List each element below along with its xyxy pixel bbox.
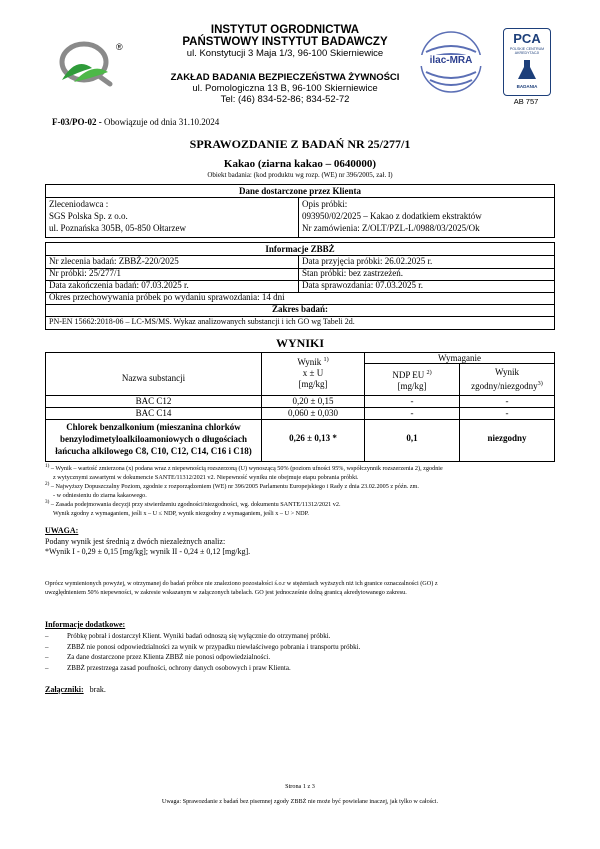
col-eval-sup: 3): [537, 380, 543, 387]
attachments-value: brak.: [89, 685, 106, 694]
lab-phone: Tel: (46) 834-52-86; 834-52-72: [220, 94, 350, 105]
storage-period: Okres przechowywania próbek po wydaniu sprawozdania: 14 dni: [49, 292, 285, 302]
table-row-substance: BAC C12: [135, 396, 172, 406]
client-header: Dane dostarczone przez Klienta: [46, 185, 554, 198]
col-ndp-header: [365, 367, 459, 392]
report-title: SPRAWOZDANIE Z BADAŃ NR 25/277/1: [189, 137, 411, 151]
sum-row-ndp: 0,1: [406, 433, 418, 443]
institute-name-line1: INSTYTUT OGRODNICTWA: [210, 24, 360, 36]
results-hline-req: [364, 363, 554, 364]
pca-logo: [503, 28, 551, 96]
list-item: – ZBBŻ nie ponosi odpowiedzialności za wynik w przypadku niewłaściwego pobrania i transportu próbki.: [45, 642, 361, 651]
list-item-text: Za dane dostarczone przez Klienta ZBBŻ nie ponosi odpowiedzialności.: [67, 653, 271, 661]
lab-info-divider: [298, 256, 299, 292]
client-company: SGS Polska Sp. z o.o.: [49, 211, 128, 221]
sample-description-label: Opis próbki:: [302, 199, 348, 209]
attachments-line: [45, 685, 106, 694]
product-subtitle: Obiekt badania: (kod produktu wg rozp. (WE) nr 396/2005, zał. I): [207, 171, 393, 179]
pca-accreditation-number: AB 757: [513, 97, 539, 106]
client-address: ul. Poznańska 305B, 05-850 Ołtarzew: [49, 223, 186, 233]
sum-row-name-3: łańcucha alkilowego C8, C10, C12, C14, C16 i C18): [55, 446, 252, 456]
col-eval-label2: zgodny/niezgodny: [471, 381, 538, 391]
col-requirements-header: Wymaganie: [438, 353, 481, 363]
lab-info-header: Informacje ZBBŻ: [46, 243, 554, 256]
additional-info-header: Informacje dodatkowe:: [45, 620, 126, 629]
note-line1: Podany wynik jest średnią z dwóch niezależnych analiz:: [45, 537, 226, 546]
results-table: [45, 352, 555, 462]
list-item: – Za dane dostarczone przez Klienta ZBBŻ nie ponosi odpowiedzialności.: [45, 653, 271, 661]
ordering-party-label: Zleceniodawca :: [49, 199, 109, 209]
footnote-2-line1: – Najwyższy Dopuszczalny Poziom, zgodnie z rozporządzeniem (WE) nr 396/2005 Parlamentu Europejskiego i Rady z dnia 23.02.2005 z późn. zm.: [50, 483, 419, 491]
col-result-sup: 1): [323, 356, 329, 363]
list-item: – Próbkę pobrał i dostarczył Klient. Wyniki badań odnoszą się wyłącznie do otrzymanej próbki.: [45, 632, 331, 640]
col-eval-header: [460, 367, 554, 392]
client-divider: [298, 198, 299, 237]
lab-info-hline1: [46, 268, 554, 269]
test-end-date: Data zakończenia badań: 07.03.2025 r.: [49, 280, 189, 290]
table-row-value: 0,060 ± 0,030: [288, 408, 338, 418]
list-item-text: Próbkę pobrał i dostarczył Klient. Wyniki badań odnoszą się wyłącznie do otrzymanej próbki.: [67, 632, 331, 640]
col-ndp-label: NDP EU: [392, 370, 425, 380]
col-result-header: [262, 354, 364, 390]
client-order-number: Nr zamówienia: Z/OLT/PZL-L/0988/03/2025/Ok: [302, 223, 480, 233]
sum-row-eval: niezgodny: [487, 433, 527, 443]
footer-note: Uwaga: Sprawozdanie z badań bez pisemnej zgody ZBBŻ nie może być powielane inaczej, jak tylko w całości.: [161, 798, 439, 805]
lab-info-section: [45, 242, 555, 330]
institute-logo: [52, 38, 124, 88]
col-result-formula: x ± U: [302, 368, 324, 378]
scope-header: Zakres badań:: [271, 304, 329, 314]
footnote-1-line1: – Wynik – wartość zmierzona (x) podana wraz z niepewnością rozszerzoną (U) wynoszącą 50% (poziom ufności 95%, współczynnik rozszerzenia 2), zgodnie: [50, 465, 443, 473]
footnote-2-mark: 2): [45, 481, 50, 487]
note-header: UWAGA:: [45, 526, 79, 535]
sample-description: 093950/02/2025 – Kakao z dodatkiem ekstraktów: [302, 211, 482, 221]
footnote-1-mark: 1): [45, 463, 50, 469]
sample-number: Nr próbki: 25/277/1: [49, 268, 121, 278]
page-number: Strona 1 z 3: [285, 783, 315, 790]
list-item: – ZBBŻ przestrzega zasad poufności, ochrony danych osobowych i praw Klienta.: [45, 663, 291, 672]
col-eval-label: Wynik: [495, 367, 519, 377]
footnote-1-line2: z wytycznymi zawartymi w dokumencie SANTE/11312/2021 v2. Niepewność wyniku nie obejmuje etapu pobrania próbki.: [53, 473, 359, 481]
form-valid-date: Obowiązuje od dnia 31.10.2024: [104, 117, 220, 127]
footnote-2-line2: - w odniesieniu do ziarna kakaowego.: [53, 491, 147, 499]
sum-row-substance: [46, 421, 261, 457]
institute-name-line2: PAŃSTWOWY INSTYTUT BADAWCZY: [182, 36, 388, 48]
extra-paragraph-line1: Oprócz wymienionych powyżej, w otrzymanej do badań próbce nie znaleziono pozostałości ś.o.r w stężeniach wyższych niż ich granice oznaczalności (GO) z: [45, 580, 438, 587]
sum-row-name-2: benzylodimetyloalkiloamoniowych o długościach: [59, 434, 247, 444]
pca-subtitle: POLSKIE CENTRUM AKREDYTACJI: [509, 47, 545, 55]
product-title: Kakao (ziarna kakao – 0640000): [223, 158, 377, 170]
footnote-3-line1: – Zasada podejmowania decyzji przy stwierdzeniu zgodności/niezgodności, wg. dokumentu SANTE/11312/2021 v2.: [50, 501, 341, 509]
list-item-text: ZBBŻ nie ponosi odpowiedzialności za wynik w przypadku niewłaściwego pobrania i transportu próbki.: [67, 642, 361, 651]
sample-state: Stan próbki: bez zastrzeżeń.: [302, 268, 403, 278]
sample-receipt-date: Data przyjęcia próbki: 26.02.2025 r.: [302, 256, 433, 266]
note-line2: *Wynik I - 0,29 ± 0,15 [mg/kg]; wynik II - 0,24 ± 0,12 [mg/kg].: [45, 547, 251, 556]
table-row-value: 0,20 ± 0,15: [292, 396, 334, 406]
report-date: Data sprawozdania: 07.03.2025 r.: [302, 280, 423, 290]
table-row-eval: -: [505, 408, 509, 418]
results-hline-r2: [46, 419, 554, 420]
additional-info-list: [45, 631, 565, 673]
scope-text: PN-EN 15662:2018-06 – LC-MS/MS. Wykaz analizowanych substancji i ich GO wg Tabeli 2d.: [49, 317, 355, 326]
footnote-3-line2: Wynik zgodny z wymaganiem, jeśli x – U ≤ NDP, wynik niezgodny z wymaganiem, jeśli x – U > NDP.: [53, 509, 309, 517]
lab-address: ul. Pomologiczna 13 B, 96-100 Skierniewice: [192, 83, 378, 94]
footnote-3-mark: 3): [45, 499, 50, 505]
results-title: WYNIKI: [275, 336, 324, 350]
col-result-label: Wynik: [297, 357, 322, 367]
sum-row-name-1: Chlorek benzalkonium (mieszanina chlorków: [66, 422, 241, 432]
ilac-mra-text: ilac-MRA: [420, 55, 482, 66]
flask-icon: [517, 59, 537, 81]
registered-mark: ®: [116, 42, 123, 52]
table-row-substance: BAC C14: [135, 408, 172, 418]
col-ndp-unit: [mg/kg]: [397, 381, 427, 391]
order-number: Nr zlecenia badań: ZBBŻ-220/2025: [49, 256, 179, 266]
table-row-ndp: -: [410, 408, 414, 418]
client-section: [45, 184, 555, 238]
pca-title: PCA: [513, 31, 541, 46]
list-item-text: ZBBŻ przestrzega zasad poufności, ochrony danych osobowych i praw Klienta.: [67, 663, 291, 672]
col-substance-header: Nazwa substancji: [121, 373, 186, 383]
pca-badania: BADANIA: [516, 84, 538, 89]
col-result-unit: [mg/kg]: [298, 379, 328, 389]
lab-name: ZAKŁAD BADANIA BEZPIECZEŃSTWA ŻYWNOŚCI: [170, 72, 400, 83]
col-ndp-sup: 2): [426, 369, 432, 376]
ilac-mra-logo: [418, 30, 484, 94]
table-row-ndp: -: [410, 396, 414, 406]
form-code: F-03/PO-02 -: [52, 117, 102, 127]
table-row-eval: -: [505, 396, 509, 406]
attachments-label: Załączniki:: [45, 685, 84, 694]
form-code-line: [52, 117, 219, 127]
sum-row-value: 0,26 ± 0,13 *: [289, 433, 337, 443]
extra-paragraph-line2: uwzględnieniem 50% niepewności, w zakresie wskazanym w załączonych tabelach. GO jest jednocześnie dolną granicą akredytowanego zakresu.: [45, 589, 407, 596]
footnote-3: [45, 498, 560, 518]
institute-address: ul. Konstytucji 3 Maja 1/3, 96-100 Skierniewice: [186, 48, 384, 59]
